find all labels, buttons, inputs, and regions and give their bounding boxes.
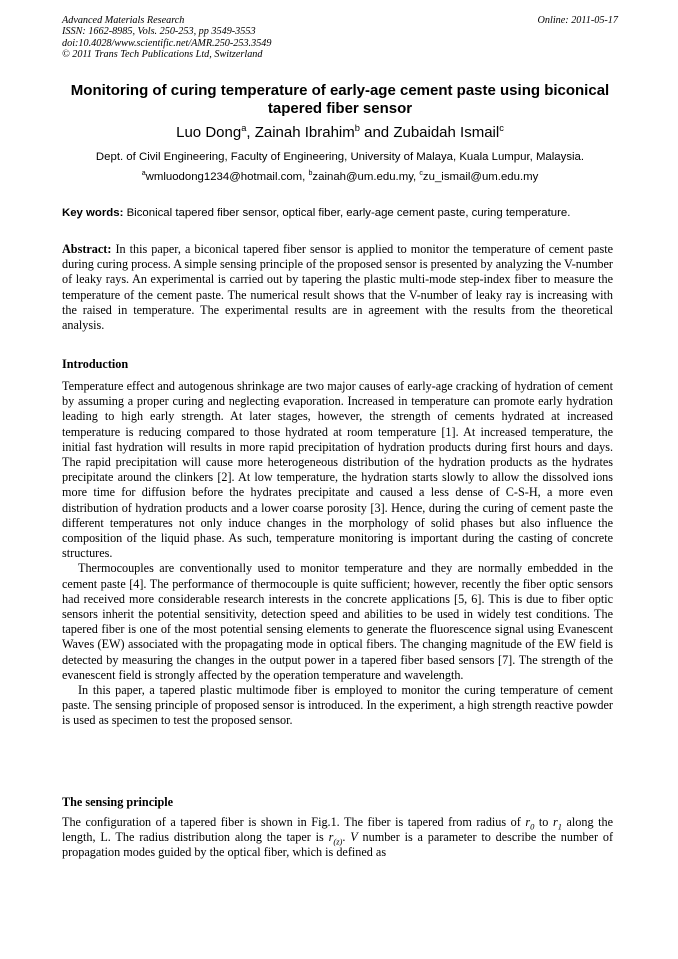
journal-name: Advanced Materials Research [62, 15, 185, 26]
math-sub-text: 0 [530, 821, 535, 832]
keywords [62, 206, 613, 221]
introduction-body [62, 379, 613, 729]
email-superscript: a [141, 170, 146, 178]
author-superscript: c [499, 123, 504, 133]
paragraph [62, 815, 613, 861]
math-sub-text: 1 [557, 821, 562, 832]
math-r: r [328, 830, 334, 845]
text-run: number is a parameter to describe the number of propagation modes guided by the optical fiber, which is defined as [62, 830, 613, 860]
email-address: zu_ismail@um.edu.my [422, 171, 539, 183]
doi-line: doi:10.4028/www.scientific.net/AMR.250-253.3549 [62, 37, 272, 49]
math-r: r [552, 815, 558, 829]
email-superscript: b [308, 170, 313, 178]
keywords-text: Biconical tapered fiber sensor, optical fiber, early-age cement paste, curing temperature. [123, 207, 571, 219]
author-list [62, 124, 618, 142]
text-run: along the length, L. The radius distribution along the taper is [62, 815, 614, 845]
online-date: Online: 2011-05-17 [537, 15, 618, 26]
journal-header [62, 15, 618, 61]
author-name: Luo Dong [176, 124, 242, 141]
paragraph: Temperature effect and autogenous shrinkage are two major causes of early-age cracking of hydration of cement by assuming a proper curing and neglecting evaporation. Increased in temperature can promote early hydration leading to high early strength. At later stages, however, the strength of cements hydrated at increased temperature is reducing compared to those hydrated at room temperature [1]. At increased temperature, the initial fast hydration will results in more rapid precipitation of hydration products during first hours and days. The rapid precipitation will cause more heterogeneous distribution of the hydration products as the hydrates precipitate around the clinkers [2]. At low temperature, the hydration starts slowly to allow the dissolved ions more time for diffusion before the hydrates precipitate and caused a less dense of C-S-H, a more even distribution of hydration products and a lower coarse porosity [3]. Hence, during the curing of cement paste the different temperatures not only induce changes in the morphology of solid phases but also influence the composition of the liquid phase. As such, temperature monitoring is important during the casting of concrete structures. [62, 379, 613, 561]
paragraph: Thermocouples are conventionally used to monitor temperature and they are normally embedded in the cement paste [4]. The performance of thermocouple is quite sufficient; however, recently the fiber optic sensors had received more considerable research interests in the concrete applications [5, 6]. This is due to fiber optic sensors inherit the potential sensitivity, detection speed and abilities to be used in widely test conditions. The tapered fiber is one of the most potential sensing elements to generate the fluorescence signal using Evanescent Waves (EW) associated with the propagating mode in optical fibers. The changing magnitude of the EW field is detected by measuring the changes in the output power in a tapered fiber based sensors [7]. The strength of the evanescent field is strongly affected by the operation temperature and wavelength. [62, 561, 613, 682]
section-heading-introduction: Introduction [62, 357, 129, 371]
text-run: to [534, 815, 553, 829]
paragraph: In this paper, a tapered plastic multimode fiber is employed to monitor the curing temperature of cement paste. The sensing principle of proposed sensor is introduced. In the experiment, a high strength reactive powder is used as specimen to test the proposed sensor. [62, 683, 613, 728]
abstract-text: In this paper, a biconical tapered fiber sensor is applied to monitor the temperature of cement paste during curing process. A simple sensing principle of the proposed sensor is presented by analyzing the V-number of leaky rays. An experimental is carried out by tapering the plastic multi-mode step-index fiber to measure the temperature of the cement paste. The numerical result shows that the V-number of leaky ray is increasing with the raised in temperature. The experimental results are in agreement with the results from the theoretical analysis. [62, 242, 613, 333]
author-superscript: b [354, 123, 360, 133]
math-sub-text: (z) [333, 836, 343, 847]
sensing-principle-body [62, 815, 613, 861]
section-heading-sensing-principle: The sensing principle [62, 795, 174, 809]
math-v: V [350, 830, 358, 845]
author-superscript: a [241, 123, 247, 133]
email-address: zainah@um.edu.my, [312, 171, 420, 183]
keywords-label: Key words: [62, 207, 124, 219]
text-run: . [342, 830, 351, 845]
paper-title: Monitoring of curing temperature of early-age cement paste using biconical tapered fiber sensor [70, 82, 610, 117]
author-name: Zainah Ibrahim [254, 124, 355, 141]
text-run: The configuration of a tapered fiber is shown in Fig.1. The fiber is tapered from radius of [62, 815, 526, 829]
issn-line: ISSN: 1662-8985, Vols. 250-253, pp 3549-3553 [62, 26, 256, 38]
author-emails [62, 170, 618, 184]
email-address: wmluodong1234@hotmail.com, [145, 171, 309, 183]
math-r: r [525, 815, 531, 829]
author-name: Zubaidah Ismail [393, 124, 500, 141]
affiliation: Dept. of Civil Engineering, Faculty of Engineering, University of Malaya, Kuala Lumpur, Malaysia. [95, 151, 585, 163]
copyright-line: © 2011 Trans Tech Publications Ltd, Switzerland [62, 49, 263, 61]
author-separator: and [359, 124, 394, 141]
abstract [62, 242, 613, 333]
abstract-label: Abstract: [62, 242, 112, 256]
email-superscript: c [419, 170, 423, 178]
author-separator: , [246, 124, 255, 141]
